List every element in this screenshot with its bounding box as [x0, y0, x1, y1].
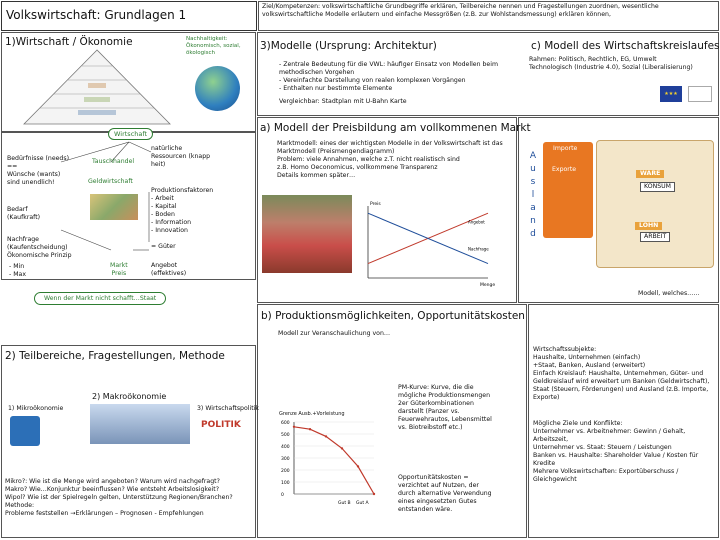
nachfrage-curve-label: Nachfrage: [468, 246, 489, 252]
geldwirtschaft-node: Geldwirtschaft: [88, 178, 133, 185]
pm-point: [341, 447, 343, 449]
section2-heading: 2) Teilbereiche, Fragestellungen, Methode: [5, 350, 225, 362]
wirtschaft-node: Wirtschaft: [108, 128, 153, 140]
y-tick-label: 100: [281, 481, 290, 486]
section3-heading: 3)Modelle (Ursprung: Architektur): [260, 40, 437, 52]
ppc-y-title: Grenze Ausb.+Vorleistung: [279, 411, 345, 417]
nachfrage-text: Nachfrage (Kaufentscheidung) Ökonomische Prinzip: [7, 236, 72, 260]
needs-text: Bedürfnisse (needs) == Wünsche (wants) sind unendlich!: [7, 155, 69, 187]
opportunity-text: Opportunitätskosten = verzichtet auf Nutzen, der durch alternative Verwendung eines eingesetzten Gutes entstanden wäre.: [398, 474, 492, 514]
bedarf-text: Bedarf (Kaufkraft): [7, 206, 41, 222]
ausland-letter: n: [530, 216, 536, 226]
nachfrage-item: - Max: [9, 271, 26, 279]
ausland-letter: A: [529, 151, 537, 161]
wenn-markt-node: Wenn der Markt nicht schafft…Staat: [34, 292, 166, 305]
konflikte-text: Mögliche Ziele und Konflikte: Unternehmer vs. Arbeitnehmer: Gewinn / Gehalt, Arbeitszeit, Unternehmer vs. Staat: Steuern / Leistungen Banken vs. Haushalte: Shareholder Value / Kosten für Kredite Mehrere Volkswirtschaften: Exportüberschuss / Gleichgewicht: [533, 420, 699, 484]
pm-point: [357, 465, 359, 467]
mikro-icon: [10, 416, 40, 446]
market-chart: [358, 198, 508, 288]
page-title: Volkswirtschaft: Grundlagen 1: [6, 8, 187, 22]
pyramid-diagram: [22, 48, 172, 128]
ausland-bar: [543, 142, 593, 238]
arbeit-label: ARBEIT: [640, 232, 670, 242]
markt-node: Markt Preis: [110, 262, 128, 278]
angebot-text: Angebot (effektives): [151, 262, 187, 278]
politik-label: 3) Wirtschaftspolitik: [197, 405, 259, 412]
pf-item: - Boden: [151, 211, 191, 219]
mikro-label: 1) Mikroökonomie: [8, 405, 64, 412]
wirtschaftssubjekte-text: Wirtschaftssubjekte: Haushalte, Unternehmen (einfach) +Staat, Banken, Ausland (erweitert) Einfach Kreislauf: Haushalte, Unternehmen, Güter- und Geldkreislauf wird erweitert um Banken (Geldwirtschaft), Staat (Steuern, Förderungen) und Ausland (z.B. Importe, Exporte): [533, 346, 710, 402]
ausland-letter: a: [530, 203, 536, 213]
tauschhandel-node: Tauschhandel: [92, 158, 135, 165]
nachfrage-list: [9, 263, 26, 279]
makro-label: 2) Makroökonomie: [92, 392, 167, 401]
pm-point: [309, 428, 311, 430]
sustainability-label: Nachhaltigkeit: Ökonomisch, sozial, ökologisch: [186, 36, 241, 57]
exporte-label: Exporte: [552, 166, 577, 173]
pm-point: [373, 493, 375, 495]
importe-label: Importe: [553, 145, 578, 152]
ressourcen-text: natürliche Ressourcen (knapp heit): [151, 145, 211, 169]
section-b-subtext: Modell zur Veranschaulichung von…: [278, 330, 391, 337]
gueter-text: = Güter: [151, 243, 176, 250]
hierarchy-icon: [688, 86, 712, 102]
ausland-letter: u: [530, 164, 536, 174]
pf-item: - Arbeit: [151, 195, 191, 203]
section3-list: [279, 61, 504, 93]
y-axis-label: Gut A: [356, 501, 369, 506]
makro-image: [90, 404, 190, 444]
y-tick-label: 0: [281, 493, 284, 498]
ppc-chart: [280, 418, 392, 510]
section-a-heading: a) Modell der Preisbildung am vollkommenen Markt: [260, 122, 531, 134]
pf-item: - Information: [151, 219, 191, 227]
section-b-heading: b) Produktionsmöglichkeiten, Opportunitätskosten: [261, 310, 525, 322]
pm-kurve-text: PM-Kurve: Kurve, die die mögliche Produktionsmengen 2er Güterkombinationen darstellt (Panzer vs. Feuerwehrautos, Lebensmittel vs. Biotreibstoff etc.): [398, 384, 492, 432]
ausland-letter: s: [530, 177, 536, 187]
section2-questions: Mikro?: Wie ist die Menge wird angeboten? Warum wird nachgefragt? Makro? Wie…Konjunktur beeinflussen? Wie entsteht Arbeitslosigkeit? Wipol? Wie ist der Spielregeln gelten, Unterstützung Regionen/Branchen? Methode: Probleme feststellen →Erklärungen – Prognosen - Empfehlungen: [5, 478, 233, 518]
ware-label: WARE: [636, 170, 664, 178]
pm-point: [293, 426, 295, 428]
section3-item: - Enthalten nur bestimmte Elemente: [279, 85, 504, 93]
politik-logo: POLITIK: [201, 420, 241, 430]
produktionsfaktoren-title: Produktionsfaktoren: [151, 187, 214, 194]
section-a-text: Marktmodell: eines der wichtigsten Modelle in der Volkswirtschaft ist das Marktmodell (Preismengendiagramm) Problem: viele Annahmen, welche z.T. nicht realistisch sind z.B. Homo Oeconomicus, vollkommene Transparenz Details kommen später…: [277, 140, 503, 180]
ausland-column: [526, 150, 540, 241]
ausland-letter: d: [530, 229, 536, 239]
y-tick-label: 500: [281, 433, 290, 438]
x-axis-label: Gut B: [338, 501, 351, 506]
section3-item: - Vereinfachte Darstellung von realen komplexen Vorgängen: [279, 77, 504, 85]
konsum-label: KONSUM: [640, 182, 675, 192]
modell-welches-text: Modell, welches……: [638, 290, 700, 297]
pm-point: [325, 435, 327, 437]
section3-item: - Zentrale Bedeutung für die VWL: häufiger Einsatz von Modellen beim methodischen Vorgehen: [279, 61, 504, 77]
angebot-curve-label: Angebot: [468, 219, 485, 225]
nachfrage-item: - Min: [9, 263, 26, 271]
ausland-letter: l: [531, 190, 535, 200]
x-axis-label: Menge: [480, 283, 496, 288]
money-image: [90, 194, 138, 220]
produktionsfaktoren-list: [151, 195, 191, 235]
pm-curve: [294, 427, 374, 494]
eu-flag-icon: ★★★: [660, 86, 682, 102]
y-tick-label: 300: [281, 457, 290, 462]
market-photo: [262, 195, 352, 273]
y-tick-label: 200: [281, 469, 290, 474]
y-axis-label: Preis: [370, 202, 381, 207]
y-tick-label: 400: [281, 445, 290, 450]
lohn-label: LOHN: [635, 222, 662, 230]
section1-heading: 1)Wirtschaft / Ökonomie: [5, 36, 133, 48]
goal-text: Ziel/Kompetenzen: volkswirtschaftliche Grundbegriffe erklären, Teilbereiche nennen und Fragestellungen zuordnen, wesentliche volkswirtschaftliche Modelle erläutern und einfache Messgrößen (z.B. zur Wohlstandsmessung) erklären können,: [262, 3, 659, 19]
rahmen-text: Rahmen: Politisch, Rechtlich, EG, Umwelt Technologisch (Industrie 4.0), Sozial (Liberalisierung): [529, 56, 693, 72]
y-tick-label: 600: [281, 421, 290, 426]
section3-vergleich: Vergleichbar: Stadtplan mit U-Bahn Karte: [279, 98, 407, 105]
globe-image: [195, 66, 240, 111]
circular-flow-image: [596, 140, 714, 268]
pf-item: - Kapital: [151, 203, 191, 211]
section-c-heading: c) Modell des Wirtschaftskreislaufes: [531, 40, 720, 52]
pf-item: - Innovation: [151, 227, 191, 235]
